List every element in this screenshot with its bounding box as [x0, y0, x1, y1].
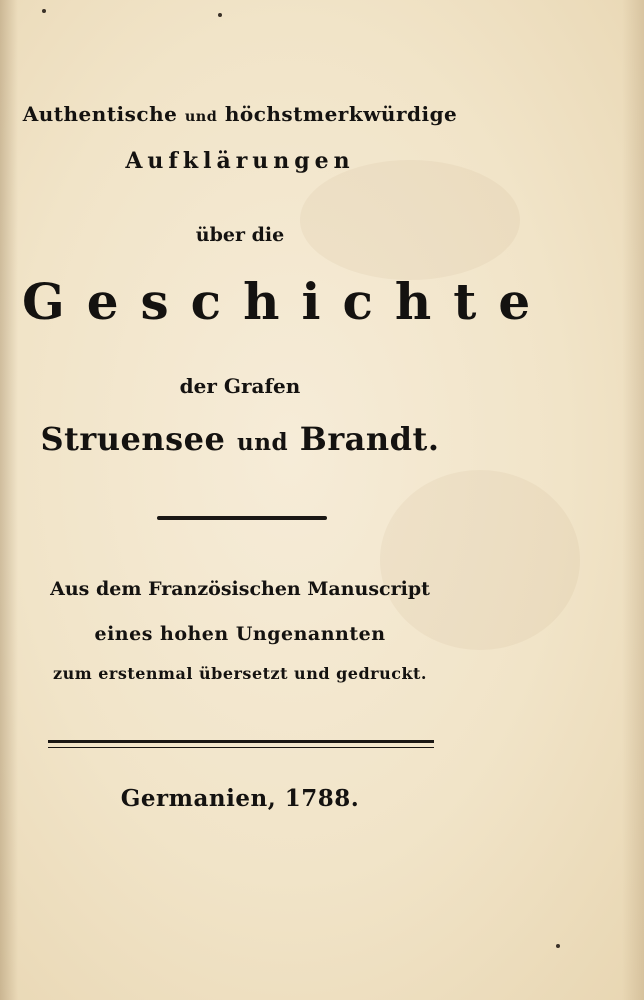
name-brandt: Brandt.	[299, 420, 440, 458]
decorative-rule	[157, 516, 327, 520]
word-hoechstmerkwuerdige: höchstmerkwürdige	[224, 102, 458, 126]
paper-speck	[556, 944, 560, 948]
paper-speck	[218, 13, 222, 17]
subtitle-line-uebersetzt: zum erstenmal übersetzt und gedruckt.	[53, 664, 427, 683]
title-line-aufklaerungen: Aufklärungen	[125, 148, 355, 174]
word-und: und	[237, 429, 289, 456]
paper-speck	[42, 9, 46, 13]
imprint: Germanien, 1788.	[120, 785, 360, 812]
subtitle-line-manuscript: Aus dem Französischen Manuscript	[50, 578, 430, 600]
title-line-der-grafen: der Grafen	[179, 374, 301, 398]
word-authentische: Authentische	[22, 102, 178, 126]
page-edge-shadow	[622, 0, 644, 1000]
double-rule	[48, 740, 434, 748]
title-line-authentische	[0, 102, 480, 126]
paper-stain	[300, 160, 520, 280]
main-title-geschichte: Geschichte	[22, 272, 553, 331]
title-line-ueber-die: über die	[195, 224, 285, 246]
name-struensee: Struensee	[40, 420, 226, 458]
word-und: und	[184, 108, 218, 125]
title-line-struensee-brandt	[0, 420, 480, 458]
subtitle-line-ungenannten: eines hohen Ungenannten	[94, 623, 386, 645]
